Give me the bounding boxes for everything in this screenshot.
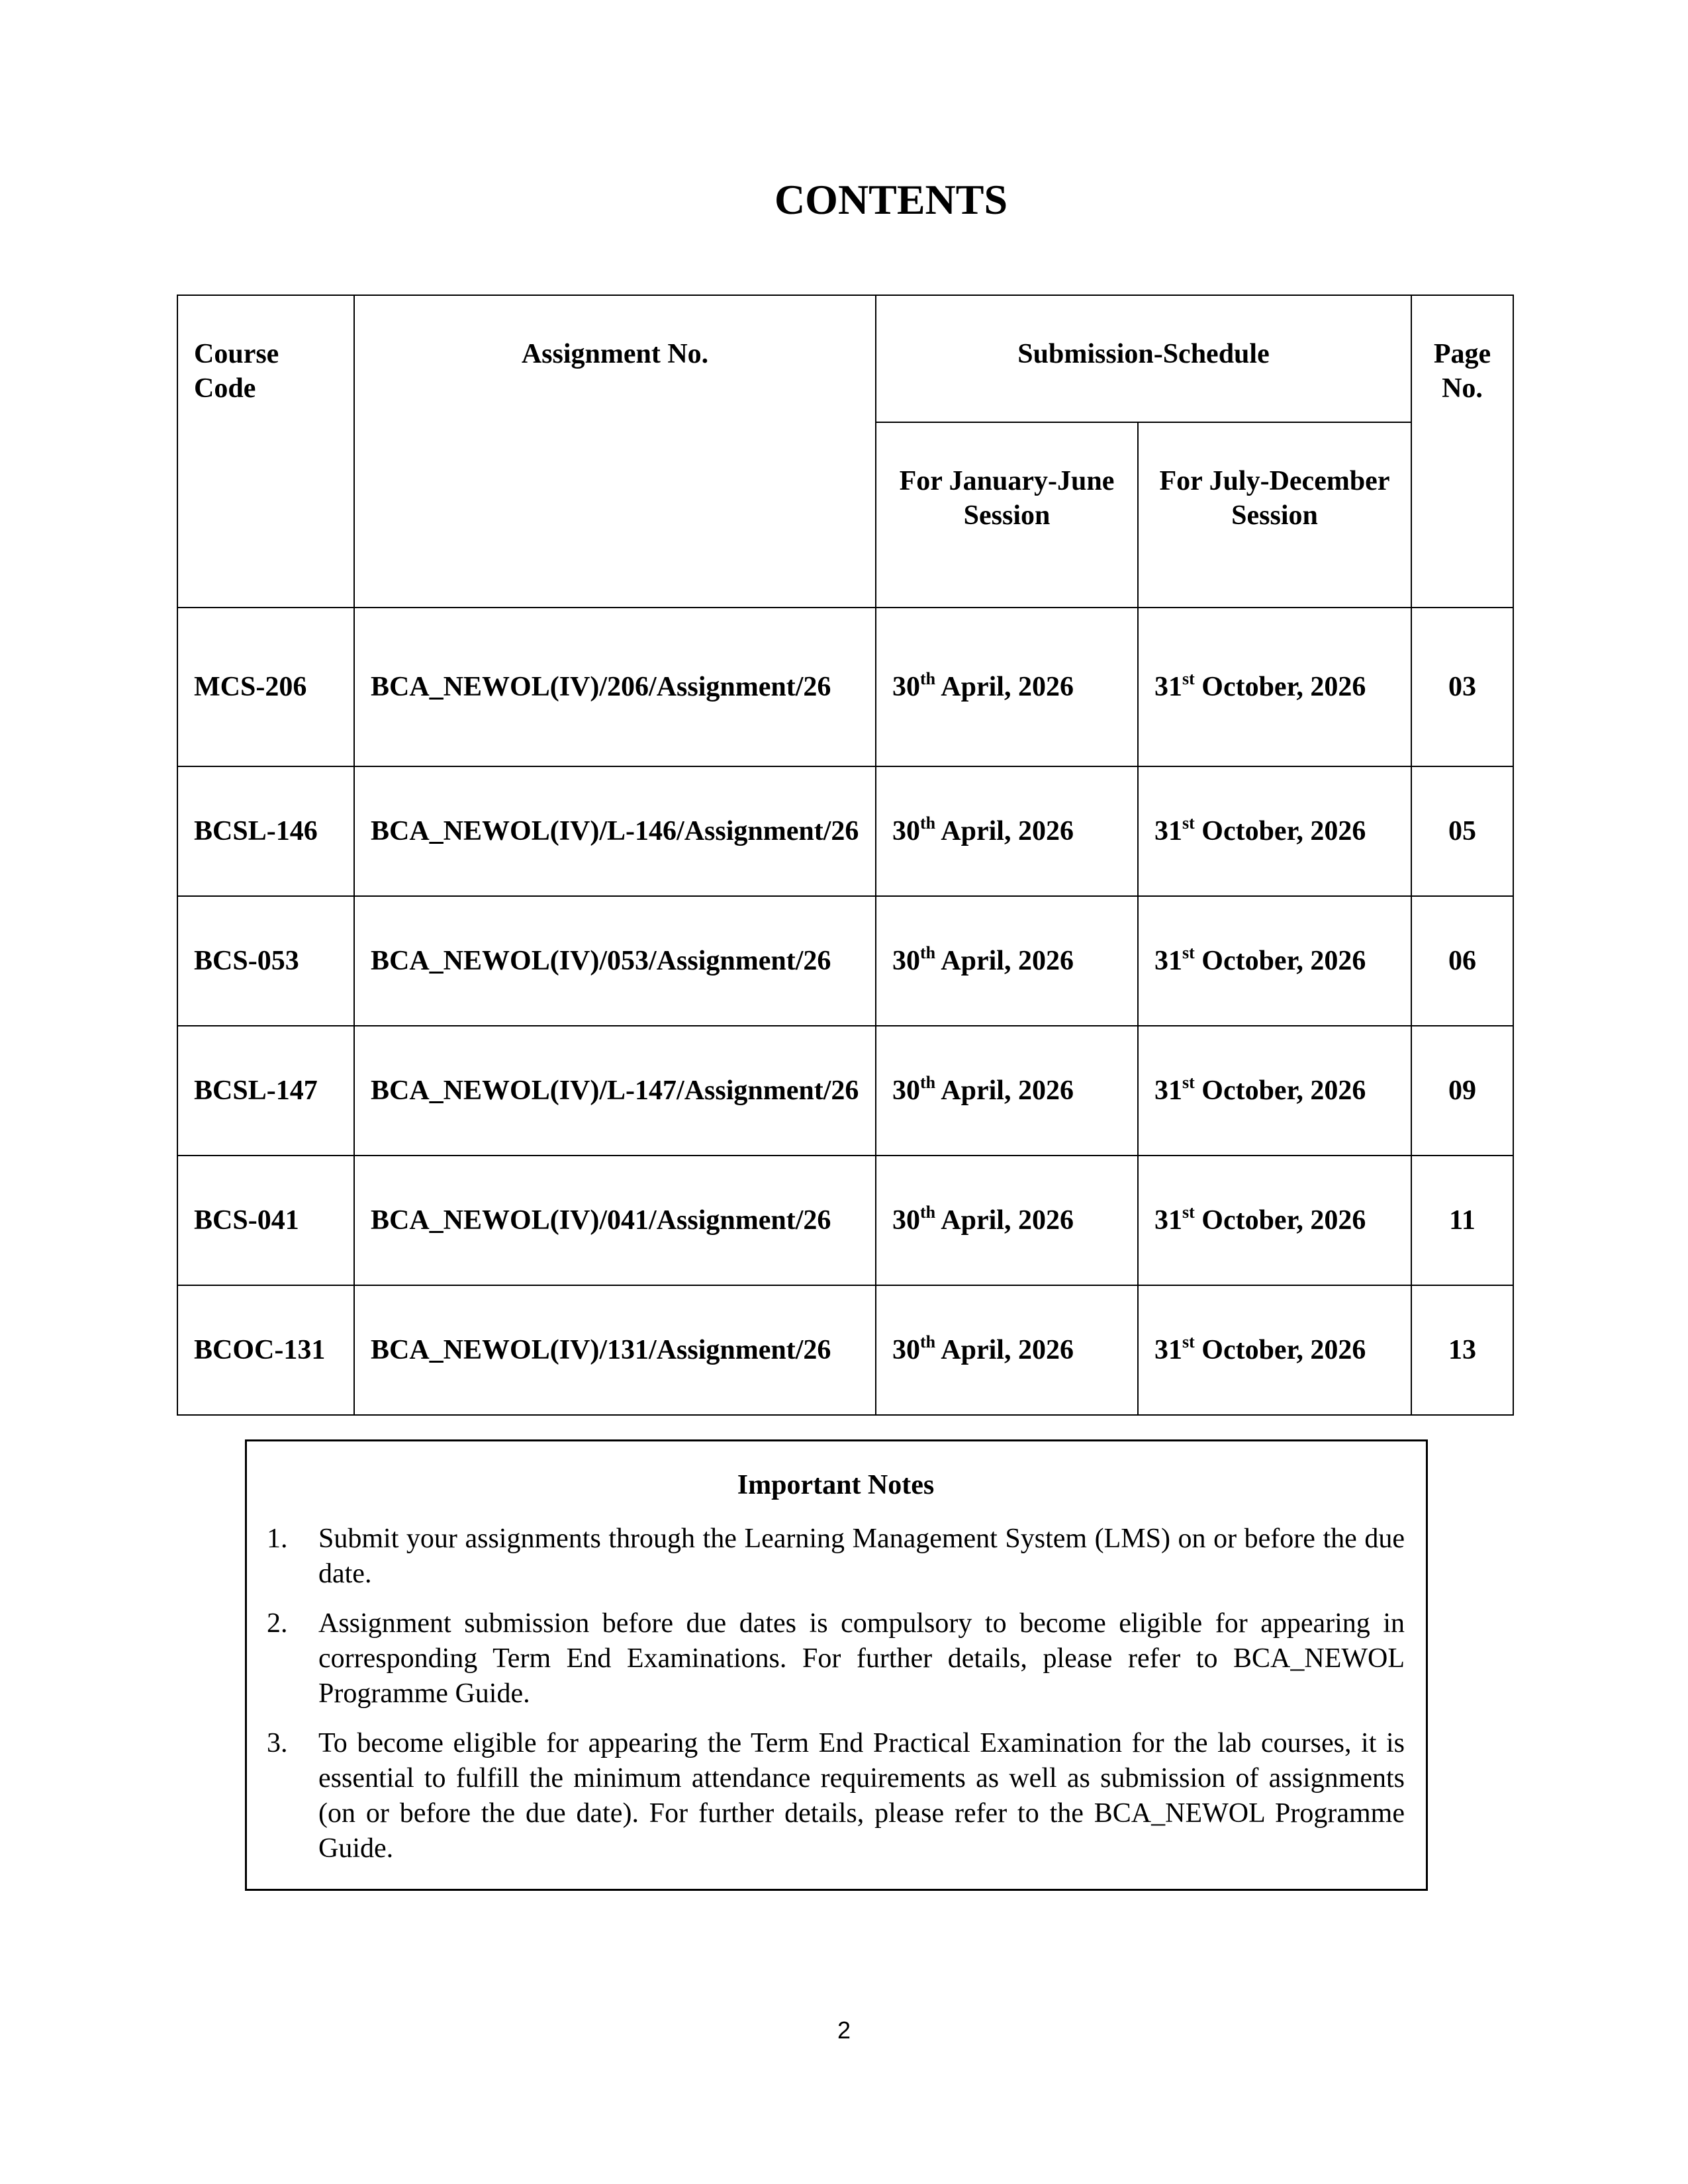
notes-list [267,1522,1405,1866]
assignment-no-cell: BCA_NEWOL(IV)/041/Assignment/26 [354,1156,876,1285]
date-rest: October, 2026 [1194,946,1366,976]
header-july-dec-session: For July-December Session [1138,422,1411,608]
course-code-cell: BCOC-131 [177,1285,354,1415]
date-rest: April, 2026 [935,946,1074,976]
date-rest: April, 2026 [935,1075,1074,1106]
date-suffix: st [1182,1073,1195,1092]
note-number: 3. [267,1728,288,1758]
note-text: To become eligible for appearing the Term End Practical Examination for the lab courses, it is essential to fulfill the minimum attendance requirements as well as submission of assignments (on or before the due date). For further details, please refer to the BCA_NEWOL Programme Guide. [318,1728,1405,1864]
header-page-no: Page No. [1411,295,1513,608]
jan-june-date-cell [876,608,1138,766]
date-day: 30 [892,946,920,976]
july-dec-date-cell [1138,1026,1411,1156]
header-course-code: Course Code [177,295,354,608]
date-suffix: st [1182,1332,1195,1351]
assignment-no-cell: BCA_NEWOL(IV)/053/Assignment/26 [354,896,876,1026]
note-item [267,1522,1405,1592]
page-no-cell: 06 [1411,896,1513,1026]
table-row [177,896,1513,1026]
note-item [267,1726,1405,1866]
date-rest: October, 2026 [1194,816,1366,846]
date-suffix: th [920,669,936,688]
course-code-cell: BCS-053 [177,896,354,1026]
table-row [177,1026,1513,1156]
date-day: 31 [1154,946,1182,976]
date-day: 30 [892,1335,920,1365]
date-suffix: st [1182,669,1195,688]
date-day: 30 [892,672,920,702]
course-code-cell: BCSL-147 [177,1026,354,1156]
page-title: CONTENTS [774,176,1008,223]
note-text: Assignment submission before due dates is compulsory to become eligible for appearing in corresponding Term End Examinations. For further details, please refer to BCA_NEWOL Programme Guide. [318,1608,1405,1709]
note-number: 2. [267,1608,288,1639]
july-dec-date-cell [1138,1285,1411,1415]
date-day: 30 [892,1205,920,1236]
date-day: 31 [1154,816,1182,846]
july-dec-date-cell [1138,766,1411,896]
page-no-cell: 09 [1411,1026,1513,1156]
july-dec-date-cell [1138,608,1411,766]
jan-june-date-cell [876,766,1138,896]
note-item [267,1606,1405,1711]
header-assignment-no: Assignment No. [354,295,876,608]
date-day: 31 [1154,1335,1182,1365]
jan-june-date-cell [876,896,1138,1026]
date-day: 30 [892,1075,920,1106]
date-suffix: st [1182,1203,1195,1222]
date-suffix: th [920,1073,936,1092]
date-day: 31 [1154,1075,1182,1106]
table-row [177,1156,1513,1285]
date-suffix: th [920,813,936,833]
table-row [177,766,1513,896]
date-rest: October, 2026 [1194,1075,1366,1106]
page-number: 2 [837,2017,851,2044]
date-rest: April, 2026 [935,1335,1074,1365]
date-rest: April, 2026 [935,816,1074,846]
date-rest: April, 2026 [935,672,1074,702]
date-day: 31 [1154,1205,1182,1236]
jan-june-date-cell [876,1026,1138,1156]
course-code-cell: BCSL-146 [177,766,354,896]
contents-table [177,295,1514,1416]
date-day: 31 [1154,672,1182,702]
note-text: Submit your assignments through the Learning Management System (LMS) on or before the due date. [318,1524,1405,1589]
date-suffix: st [1182,943,1195,962]
july-dec-date-cell [1138,896,1411,1026]
note-number: 1. [267,1524,288,1554]
page-no-cell: 13 [1411,1285,1513,1415]
notes-title: Important Notes [737,1470,935,1500]
table-body [177,608,1513,1415]
date-rest: October, 2026 [1194,672,1366,702]
jan-june-date-cell [876,1285,1138,1415]
date-suffix: th [920,1203,936,1222]
date-suffix: th [920,943,936,962]
assignment-no-cell: BCA_NEWOL(IV)/L-147/Assignment/26 [354,1026,876,1156]
page-no-cell: 11 [1411,1156,1513,1285]
date-suffix: st [1182,813,1195,833]
date-suffix: th [920,1332,936,1351]
table-row [177,608,1513,766]
assignment-no-cell: BCA_NEWOL(IV)/131/Assignment/26 [354,1285,876,1415]
assignment-no-cell: BCA_NEWOL(IV)/206/Assignment/26 [354,608,876,766]
page-no-cell: 03 [1411,608,1513,766]
date-rest: October, 2026 [1194,1335,1366,1365]
page-no-cell: 05 [1411,766,1513,896]
july-dec-date-cell [1138,1156,1411,1285]
important-notes-box [245,1439,1428,1891]
course-code-cell: MCS-206 [177,608,354,766]
course-code-cell: BCS-041 [177,1156,354,1285]
date-day: 30 [892,816,920,846]
table-row [177,1285,1513,1415]
assignment-no-cell: BCA_NEWOL(IV)/L-146/Assignment/26 [354,766,876,896]
date-rest: October, 2026 [1194,1205,1366,1236]
header-submission-schedule: Submission-Schedule [876,295,1411,422]
date-rest: April, 2026 [935,1205,1074,1236]
jan-june-date-cell [876,1156,1138,1285]
header-jan-june-session: For January-June Session [876,422,1138,608]
